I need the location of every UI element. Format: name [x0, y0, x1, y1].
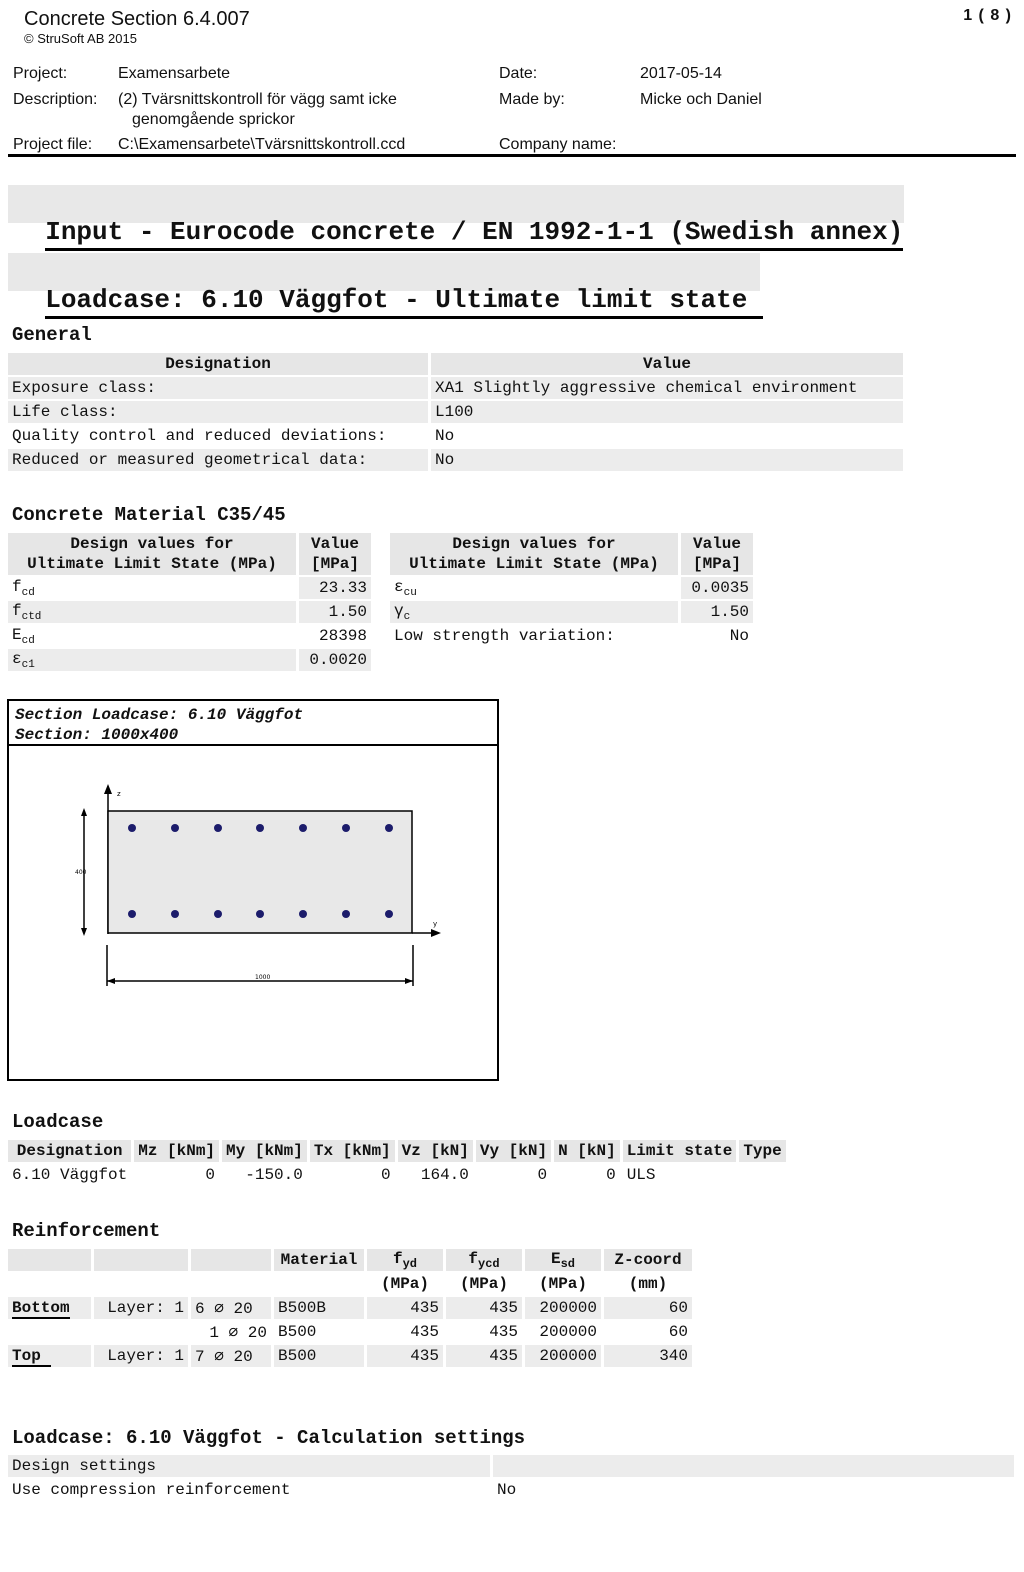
blank-head: [191, 1249, 271, 1271]
unit-fycd: (MPa): [459, 1275, 508, 1293]
symbol: γ: [394, 601, 404, 620]
calc-settings-table: [5, 1453, 1017, 1503]
symbol: f: [468, 1249, 478, 1268]
head-line2: [MPa]: [310, 555, 359, 573]
lc-n: 0: [606, 1166, 616, 1184]
table-row: [8, 401, 903, 423]
symbol: E: [12, 625, 22, 644]
dim-arrow-icon: [81, 808, 87, 816]
rebar: [128, 824, 136, 832]
input-heading: [8, 185, 904, 247]
table-row: [390, 577, 753, 599]
general-label: Quality control and reduced deviations:: [12, 427, 387, 445]
page-number: 1 ( 8 ): [963, 7, 1012, 24]
unit-fyd: (MPa): [380, 1275, 429, 1293]
lc-vz: 164.0: [420, 1166, 469, 1184]
reinf-side: [8, 1297, 91, 1319]
header-rule: [8, 154, 1016, 157]
table-row: [8, 425, 903, 447]
diameter-icon: ∅: [228, 1324, 239, 1342]
use-compression-value: No: [497, 1481, 517, 1499]
reinf-fycd: 435: [489, 1323, 518, 1341]
lc-mz: 0: [205, 1166, 216, 1184]
symbol-cell: [390, 601, 678, 623]
blank-cell: [8, 1273, 91, 1295]
reinf-layer: Layer: 1: [94, 1345, 188, 1367]
col-zcoord: Z-coord: [604, 1249, 692, 1271]
design-settings-label: Design settings: [8, 1455, 490, 1477]
dim-arrow-icon: [107, 978, 115, 984]
concrete-title: Concrete Material C35/45: [12, 504, 286, 526]
reinf-z: 60: [668, 1323, 688, 1341]
subscript: c1: [21, 658, 35, 671]
reinf-layer: [94, 1321, 188, 1343]
rebar: [342, 910, 350, 918]
symbol: f: [12, 577, 22, 596]
lc-limit-state: ULS: [626, 1166, 656, 1184]
general-value: L100: [431, 401, 903, 423]
subscript: cu: [403, 586, 417, 599]
calc-settings-title: Loadcase: 6.10 Väggfot - Calculation settings: [12, 1427, 526, 1449]
reinf-esd: 200000: [525, 1345, 601, 1367]
rebar: [171, 910, 179, 918]
col-header: Vy [kN]: [476, 1140, 551, 1162]
symbol-cell: [390, 577, 678, 599]
value-cell: 0.0035: [681, 577, 753, 599]
table-row: [8, 1479, 1014, 1501]
loadcase-table: [5, 1138, 789, 1188]
date-label: Date:: [499, 65, 538, 82]
head-line2: Ultimate Limit State (MPa): [409, 555, 659, 573]
symbol-cell: [8, 601, 296, 623]
symbol: ε: [394, 577, 404, 596]
table-row: [8, 1455, 1014, 1477]
dim-arrow-icon: [81, 928, 87, 936]
side-label: Top: [12, 1347, 51, 1367]
table-row: [8, 449, 903, 471]
table-row: [390, 625, 753, 647]
reinf-fyd: 435: [367, 1297, 443, 1319]
subscript: cd: [21, 586, 35, 599]
value-cell: 0.0020: [299, 649, 371, 671]
concrete-right-table: [387, 531, 756, 649]
rebar: [171, 824, 179, 832]
head-line2: [MPa]: [692, 555, 741, 573]
value-mpa-head: [681, 533, 753, 575]
rebar: [256, 824, 264, 832]
unit-zcoord: (mm): [628, 1275, 668, 1293]
reinforcement-title: Reinforcement: [12, 1220, 161, 1242]
table-row: [8, 649, 371, 671]
subscript: sd: [560, 1256, 575, 1271]
general-title: General: [12, 324, 92, 346]
diameter-icon: ∅: [214, 1348, 224, 1366]
rebar: [128, 910, 136, 918]
reinf-material: B500: [274, 1345, 364, 1367]
rebar: [385, 824, 393, 832]
rebar: [385, 910, 393, 918]
symbol-cell: [8, 625, 296, 647]
head-line1: Design values for: [70, 535, 234, 553]
rebar: [299, 910, 307, 918]
subscript: cd: [21, 634, 35, 647]
design-values-head: [8, 533, 296, 575]
value-cell: 23.33: [299, 577, 371, 599]
description-label: Description:: [13, 91, 98, 108]
use-compression-label: Use compression reinforcement: [12, 1481, 291, 1499]
reinf-header-row: [8, 1249, 692, 1271]
loadcase-heading: [8, 253, 763, 315]
date-value: 2017-05-14: [640, 65, 722, 82]
blank-cell: [274, 1273, 364, 1295]
y-axis-label: y: [433, 920, 438, 928]
value-cell: No: [729, 627, 749, 645]
bar-count: 1: [209, 1324, 219, 1342]
lc-vy: 0: [537, 1166, 548, 1184]
general-label: Reduced or measured geometrical data:: [8, 449, 428, 471]
reinf-z: 60: [604, 1297, 692, 1319]
design-values-head: [390, 533, 678, 575]
lc-my: -150.0: [245, 1166, 303, 1184]
col-header: Type: [739, 1140, 785, 1162]
reinf-material: B500B: [274, 1297, 364, 1319]
cross-section-drawing: [9, 746, 497, 1077]
subscript: yd: [402, 1256, 417, 1271]
rebar: [214, 910, 222, 918]
section-box-header: [9, 701, 497, 746]
project-value: Examensarbete: [118, 65, 231, 82]
reinf-side: [8, 1345, 91, 1367]
table-row: [8, 1345, 692, 1367]
value-cell: 28398: [318, 627, 367, 645]
symbol: f: [12, 601, 22, 620]
blank-head: [8, 1249, 91, 1271]
reinf-material: B500: [278, 1323, 317, 1341]
value-cell: 1.50: [299, 601, 371, 623]
general-value: XA1 Slightly aggressive chemical environment: [431, 377, 903, 399]
table-row: [8, 577, 371, 599]
reinf-fycd: 435: [446, 1345, 522, 1367]
col-header: Mz [kNm]: [134, 1140, 219, 1162]
height-dimension-label: 400: [75, 869, 87, 876]
blank-cell: [94, 1273, 188, 1295]
description-line2: genomgående sprickor: [132, 111, 295, 128]
reinf-bars: [191, 1345, 271, 1367]
section-size-line: Section: 1000x400: [15, 726, 179, 744]
blank-head: [94, 1249, 188, 1271]
project-file-value: C:\Examensarbete\Tvärsnittskontroll.ccd: [118, 136, 406, 153]
col-header: Vz [kN]: [398, 1140, 473, 1162]
head-line1: Value: [310, 535, 359, 553]
rebar: [256, 910, 264, 918]
loadcase-heading-text: Loadcase: 6.10 Väggfot - Ultimate limit state: [45, 285, 763, 319]
concrete-left-header: [8, 533, 371, 575]
blank-cell: [493, 1455, 1014, 1477]
general-label: Exposure class:: [8, 377, 428, 399]
y-arrowhead-icon: [431, 929, 441, 937]
reinforcement-table: [5, 1247, 695, 1369]
head-line1: Design values for: [452, 535, 616, 553]
lc-designation: 6.10 Väggfot: [12, 1166, 128, 1184]
reinf-esd: 200000: [539, 1323, 597, 1341]
company-label: Company name:: [499, 136, 617, 153]
symbol: ε: [12, 649, 22, 668]
section-drawing-box: [7, 699, 499, 1081]
value-mpa-head: [299, 533, 371, 575]
rebar: [214, 824, 222, 832]
col-material: Material: [274, 1249, 364, 1271]
rebar: [299, 824, 307, 832]
copyright: © StruSoft AB 2015: [24, 31, 137, 46]
project-file-label: Project file:: [13, 136, 93, 153]
col-designation: Designation: [8, 353, 428, 375]
general-header-row: [8, 353, 903, 375]
reinf-units-row: [8, 1273, 692, 1295]
col-esd: [525, 1249, 601, 1271]
col-fycd: [446, 1249, 522, 1271]
table-row: [8, 1164, 786, 1186]
dim-arrow-icon: [405, 978, 413, 984]
value-cell: 1.50: [681, 601, 753, 623]
bar-diameter: 20: [233, 1300, 253, 1318]
col-header: Limit state: [623, 1140, 737, 1162]
table-row: [8, 1321, 692, 1343]
col-header: My [kNm]: [222, 1140, 307, 1162]
diameter-icon: ∅: [214, 1300, 224, 1318]
symbol-cell: Low strength variation:: [394, 627, 615, 645]
reinf-side: [8, 1321, 91, 1343]
col-header: Designation: [8, 1140, 131, 1162]
made-by-label: Made by:: [499, 91, 565, 108]
bar-diameter: 20: [247, 1324, 267, 1342]
rebar: [342, 824, 350, 832]
concrete-left-table: [5, 531, 374, 673]
table-row: [390, 601, 753, 623]
input-heading-text: Input - Eurocode concrete / EN 1992-1-1 (Swedish annex): [45, 217, 903, 251]
app-title: Concrete Section 6.4.007: [24, 8, 250, 30]
loadcase-header-row: [8, 1140, 786, 1162]
general-value: No: [431, 449, 903, 471]
reinf-bars: [191, 1297, 271, 1319]
unit-esd: (MPa): [538, 1275, 587, 1293]
col-header: N [kN]: [554, 1140, 620, 1162]
general-label: Life class:: [8, 401, 428, 423]
bar-diameter: 20: [233, 1348, 253, 1366]
subscript: ycd: [478, 1256, 500, 1271]
description-line1: (2) Tvärsnittskontroll för vägg samt icke: [118, 91, 397, 108]
lc-type: [739, 1164, 785, 1186]
reinf-esd: 200000: [525, 1297, 601, 1319]
head-line2: Ultimate Limit State (MPa): [27, 555, 277, 573]
z-axis-label: z: [117, 790, 121, 798]
reinf-bars: [191, 1321, 271, 1343]
bar-count: 6: [195, 1300, 205, 1318]
symbol-cell: [8, 649, 296, 671]
symbol: E: [550, 1249, 561, 1268]
reinf-layer: Layer: 1: [94, 1297, 188, 1319]
table-row: [8, 625, 371, 647]
lc-tx: 0: [381, 1166, 391, 1184]
subscript: ctd: [21, 610, 42, 623]
table-row: [8, 601, 371, 623]
width-dimension-label: 1000: [255, 974, 271, 981]
bar-count: 7: [195, 1348, 205, 1366]
symbol-cell: [8, 577, 296, 599]
project-label: Project:: [13, 65, 68, 82]
symbol: f: [392, 1249, 403, 1268]
section-loadcase-line: Section Loadcase: 6.10 Väggfot: [15, 706, 304, 724]
reinf-z: 340: [604, 1345, 692, 1367]
col-header: Tx [kNm]: [310, 1140, 395, 1162]
reinf-fyd: 435: [410, 1323, 439, 1341]
table-row: [8, 377, 903, 399]
reinf-fyd: 435: [367, 1345, 443, 1367]
col-fyd: [367, 1249, 443, 1271]
subscript: c: [403, 610, 411, 623]
reinf-fycd: 435: [446, 1297, 522, 1319]
blank-cell: [191, 1273, 271, 1295]
concrete-right-header: [390, 533, 753, 575]
z-arrowhead-icon: [104, 784, 112, 794]
general-table: [5, 351, 906, 473]
loadcase-title: Loadcase: [12, 1111, 104, 1133]
side-label: Bottom: [12, 1299, 70, 1317]
general-value: No: [435, 427, 455, 445]
made-by-value: Micke och Daniel: [640, 91, 762, 108]
head-line1: Value: [692, 535, 741, 553]
table-row: [8, 1297, 692, 1319]
col-value: Value: [431, 353, 903, 375]
